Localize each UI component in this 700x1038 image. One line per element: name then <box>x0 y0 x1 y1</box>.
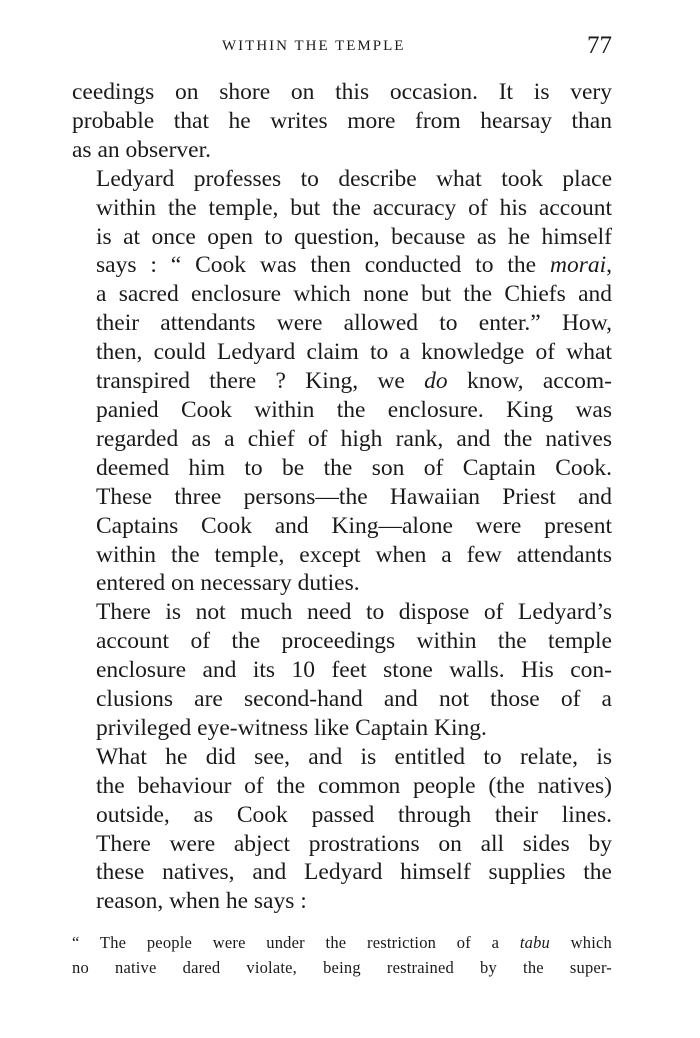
text-line: says : “ Cook was then conducted to the morai, <box>96 252 612 279</box>
text-line: “ The people were under the restriction of a tabu which <box>72 933 613 953</box>
text-line: no native dared violate, being restrained by the super- <box>72 958 612 978</box>
paragraph <box>72 165 612 599</box>
text-line: regarded as a chief of high rank, and the natives <box>96 425 612 452</box>
text-line: the behaviour of the common people (the natives) <box>96 772 612 799</box>
text-line: deemed him to be the son of Captain Cook. <box>96 454 612 481</box>
body-text <box>72 78 612 916</box>
text-line: a sacred enclosure which none but the Chiefs and <box>96 281 612 308</box>
text-line: reason, when he says : <box>96 888 307 915</box>
book-page <box>72 34 612 980</box>
running-title: WITHIN THE TEMPLE <box>222 38 406 54</box>
text-line: their attendants were allowed to enter.” How, <box>96 310 612 337</box>
text-line: These three persons—the Hawaiian Priest and <box>96 483 612 510</box>
text-line: panied Cook within the enclosure. King was <box>96 396 612 423</box>
text-line: There were abject prostrations on all sides by <box>96 830 612 857</box>
running-head <box>72 34 612 78</box>
text-line: probable that he writes more from hearsay than <box>72 107 612 134</box>
text-line: these natives, and Ledyard himself supplies the <box>96 859 612 886</box>
text-line: account of the proceedings within the temple <box>96 628 612 655</box>
text-line: ceedings on shore on this occasion. It is very <box>72 79 612 105</box>
text-line: transpired there ? King, we do know, accom- <box>96 368 612 395</box>
italic-word: do <box>424 368 448 395</box>
paragraph <box>72 743 612 916</box>
text-line: clusions are second-hand and not those of a <box>96 686 612 713</box>
paragraph <box>72 78 612 165</box>
text-line: Ledyard professes to describe what took place <box>96 165 612 192</box>
text-line: enclosure and its 10 feet stone walls. His con- <box>96 657 612 684</box>
text-line: within the temple, but the accuracy of his account <box>96 194 612 221</box>
text-line: Captains Cook and King—alone were present <box>96 512 612 539</box>
text-line: entered on necessary duties. <box>96 570 360 597</box>
text-line: is at once open to question, because as he himself <box>96 223 612 250</box>
italic-word: tabu <box>519 933 550 953</box>
text-line: There is not much need to dispose of Ledyard’s <box>96 599 612 626</box>
text-line: then, could Ledyard claim to a knowledge of what <box>96 339 612 366</box>
text-line: outside, as Cook passed through their lines. <box>96 801 612 828</box>
text-line: as an observer. <box>72 136 211 163</box>
paragraph <box>72 598 612 743</box>
text-line: What he did see, and is entitled to relate, is <box>96 743 612 770</box>
page-number: 77 <box>587 32 612 59</box>
italic-word: morai <box>549 252 607 279</box>
text-line: privileged eye-witness like Captain King. <box>96 714 487 741</box>
block-quote <box>72 930 612 980</box>
text-line: within the temple, except when a few attendants <box>96 541 612 568</box>
